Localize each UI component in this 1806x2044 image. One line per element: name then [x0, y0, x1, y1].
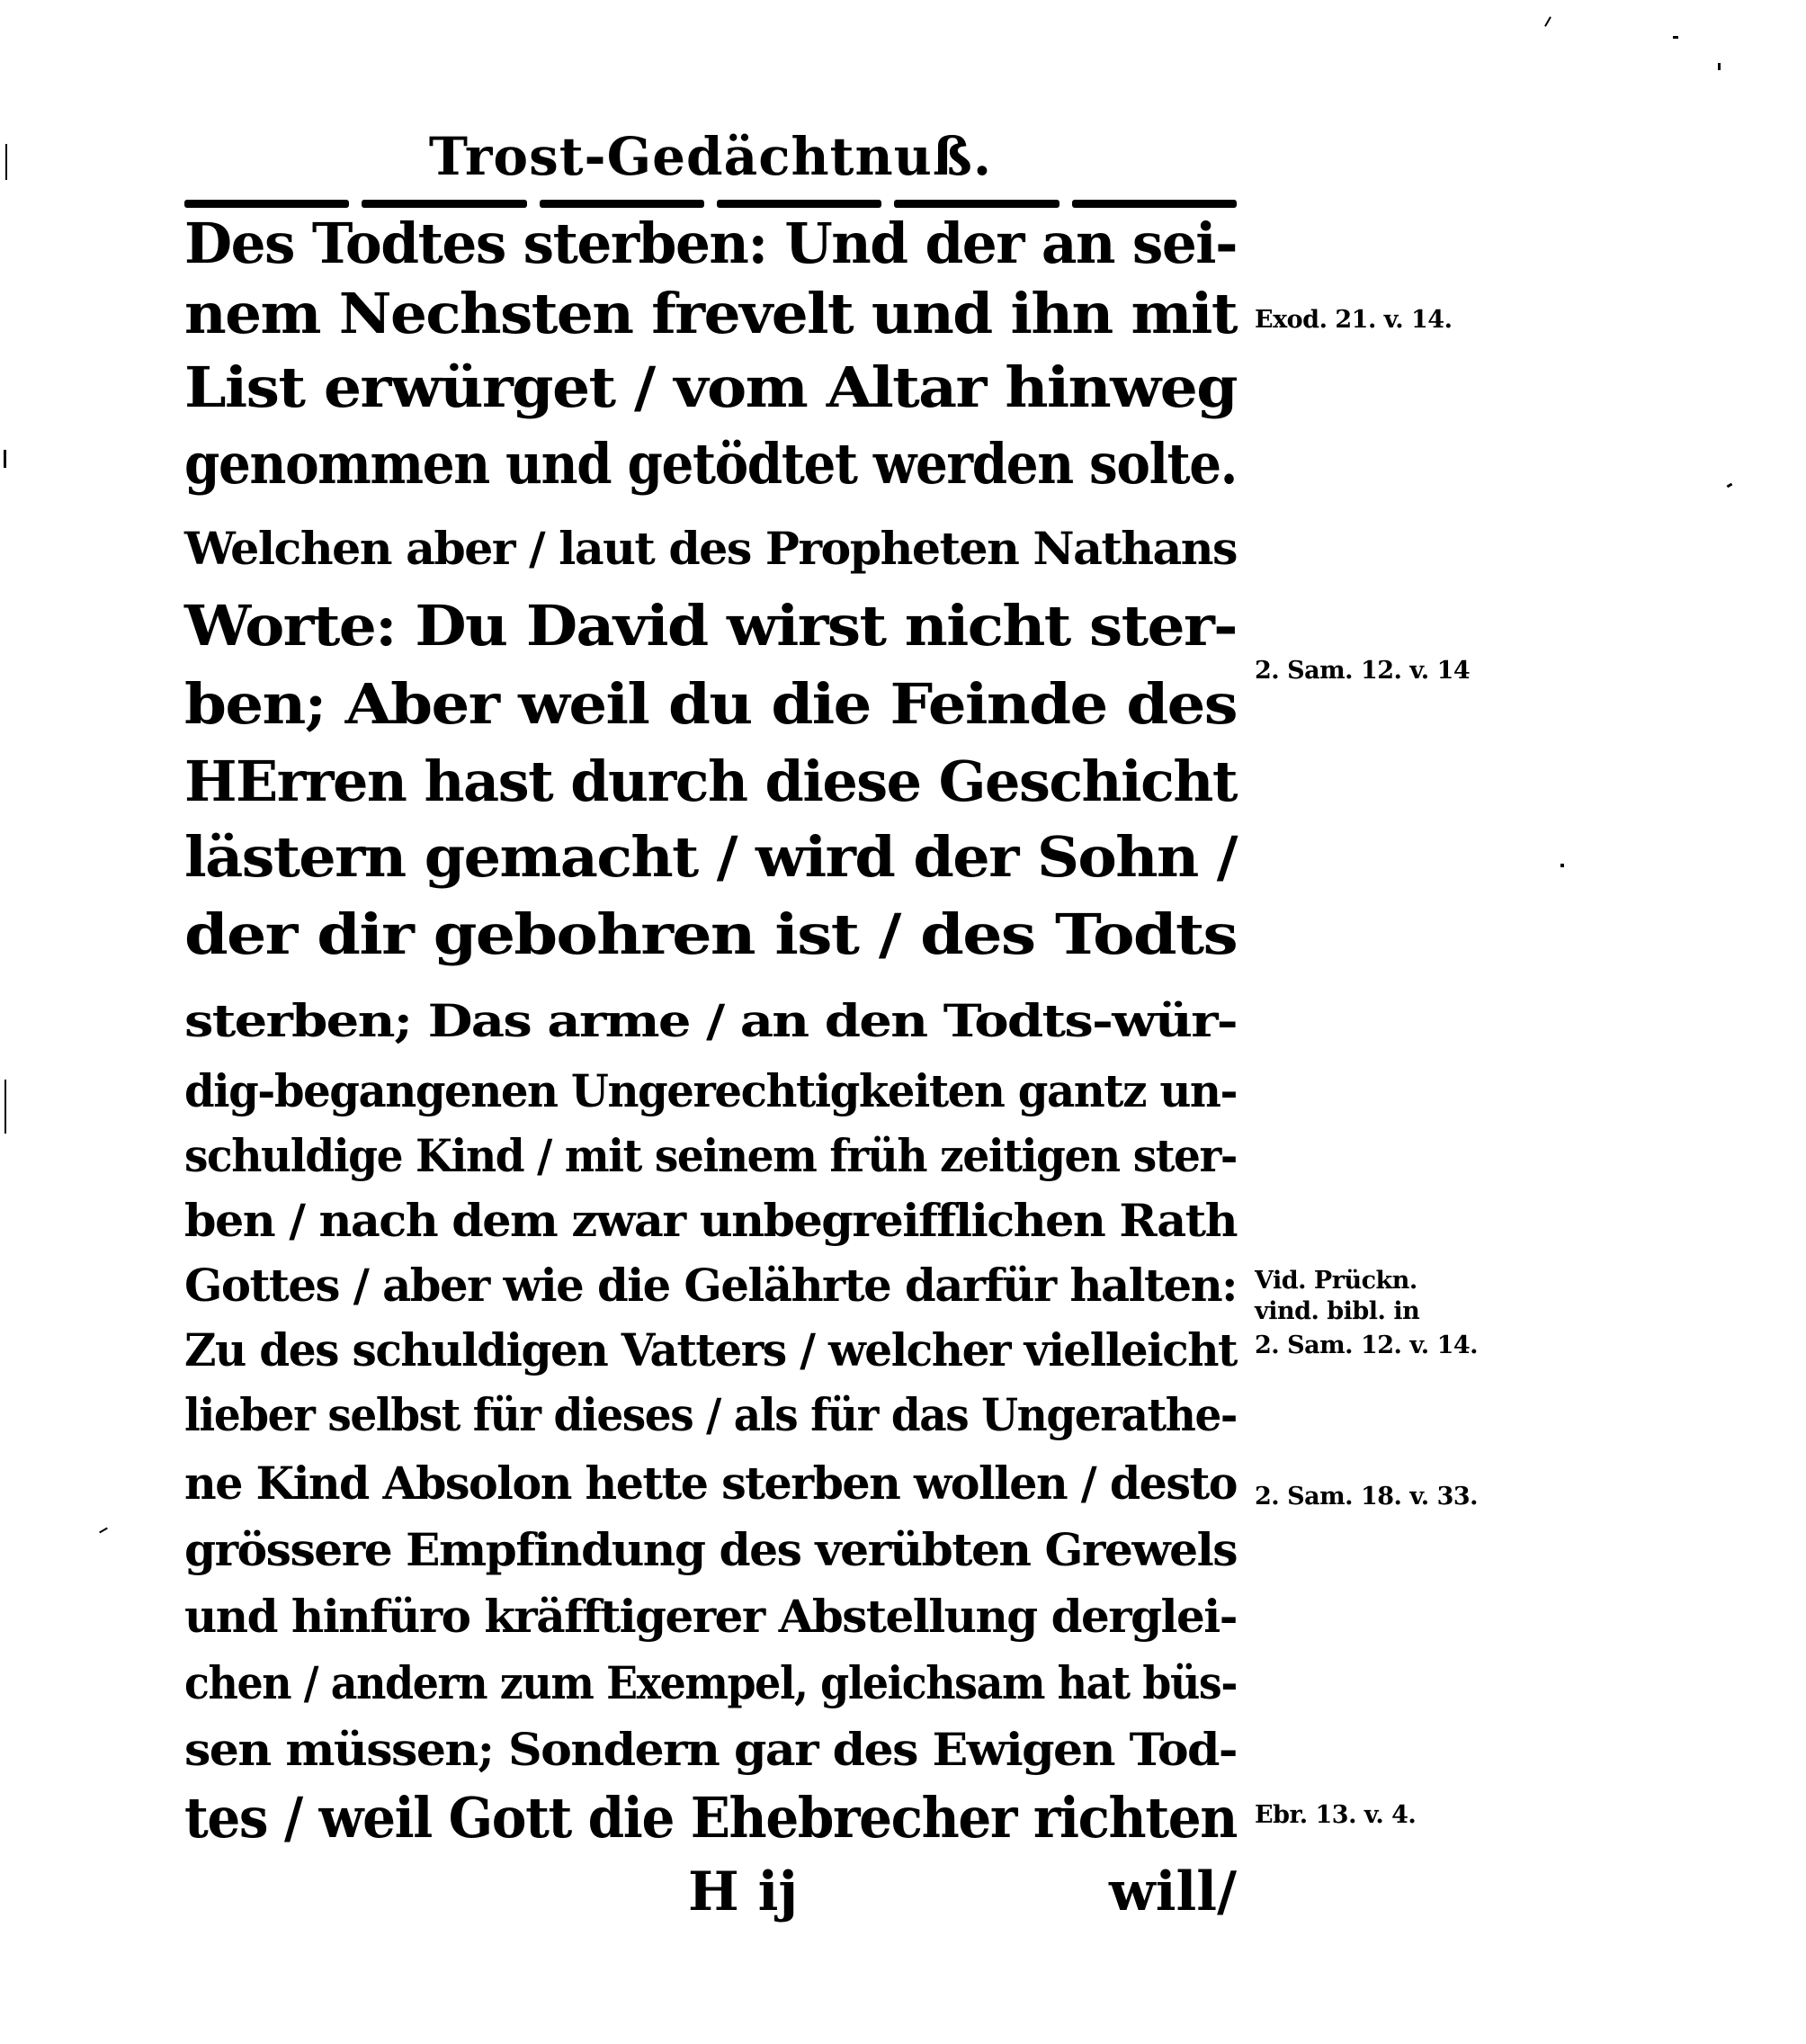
- scan-artifact: [1673, 36, 1678, 39]
- signature-mark: H ij: [688, 1860, 799, 1923]
- text-line: tes / weil Gott die Ehebrecher richten: [184, 1785, 1237, 1851]
- footer-line: [184, 1860, 1237, 1932]
- text-line: dig-begangenen Ungerechtigkeiten gantz un-: [184, 1064, 1237, 1117]
- text-line: und hinfüro kräfftigerer Abstellung derglei-: [184, 1590, 1237, 1643]
- running-head: Trost-Gedächtnuß.: [428, 126, 993, 187]
- text-line: Worte: Du David wirst nicht ster-: [184, 593, 1237, 659]
- text-line: genommen und getödtet werden solte.: [184, 431, 1237, 497]
- text-line: Welchen aber / laut des Propheten Nathans: [184, 522, 1237, 575]
- margin-note: 2. Sam. 12. v. 14.: [1255, 1331, 1479, 1359]
- text-line: Zu des schuldigen Vatters / welcher vielleicht: [184, 1323, 1237, 1376]
- margin-note: Vid. Prückn.: [1255, 1267, 1417, 1295]
- text-line: ben; Aber weil du die Feinde des: [184, 671, 1237, 737]
- text-line: schuldige Kind / mit seinem früh zeitigen ster-: [184, 1129, 1237, 1182]
- text-line: ne Kind Absolon hette sterben wollen / desto: [184, 1457, 1237, 1510]
- text-line: List erwürget / vom Altar hinweg: [184, 354, 1237, 420]
- text-line: der dir gebohren ist / des Todts: [184, 901, 1237, 967]
- margin-note: vind. bibl. in: [1255, 1297, 1420, 1325]
- text-line: chen / andern zum Exempel, gleichsam hat büs-: [184, 1656, 1237, 1709]
- text-line: lästern gemacht / wird der Sohn /: [184, 824, 1237, 890]
- text-line: Gottes / aber wie die Gelährte darfür halten:: [184, 1259, 1237, 1312]
- scan-artifact: [4, 1080, 6, 1134]
- scan-artifact: [4, 450, 6, 468]
- scan-artifact: [1727, 483, 1733, 489]
- margin-note: 2. Sam. 12. v. 14: [1255, 657, 1471, 685]
- scan-artifact: [1718, 63, 1721, 70]
- margin-note: Exod. 21. v. 14.: [1255, 306, 1453, 334]
- text-line: sen müssen; Sondern gar des Ewigen Tod-: [184, 1723, 1237, 1776]
- scan-artifact: [1544, 16, 1551, 26]
- margin-note: 2. Sam. 18. v. 33.: [1255, 1483, 1479, 1511]
- text-line: lieber selbst für dieses / als für das Ungerathe-: [184, 1388, 1237, 1441]
- scan-artifact: [99, 1528, 108, 1534]
- scan-artifact: [1560, 864, 1564, 867]
- margin-note: Ebr. 13. v. 4.: [1255, 1801, 1417, 1829]
- scan-artifact: [5, 144, 7, 180]
- header-rule: [184, 200, 1237, 208]
- catchword: will/: [1109, 1860, 1237, 1923]
- text-line: ben / nach dem zwar unbegreifflichen Rath: [184, 1194, 1237, 1247]
- text-line: nem Nechsten frevelt und ihn mit: [184, 281, 1237, 346]
- text-line: Des Todtes sterben: Und der an sei-: [184, 211, 1237, 276]
- text-line: grössere Empfindung des verübten Grewels: [184, 1523, 1237, 1576]
- text-line: HErren hast durch diese Geschicht: [184, 749, 1237, 814]
- text-line: sterben; Das arme / an den Todts-wür-: [184, 994, 1237, 1047]
